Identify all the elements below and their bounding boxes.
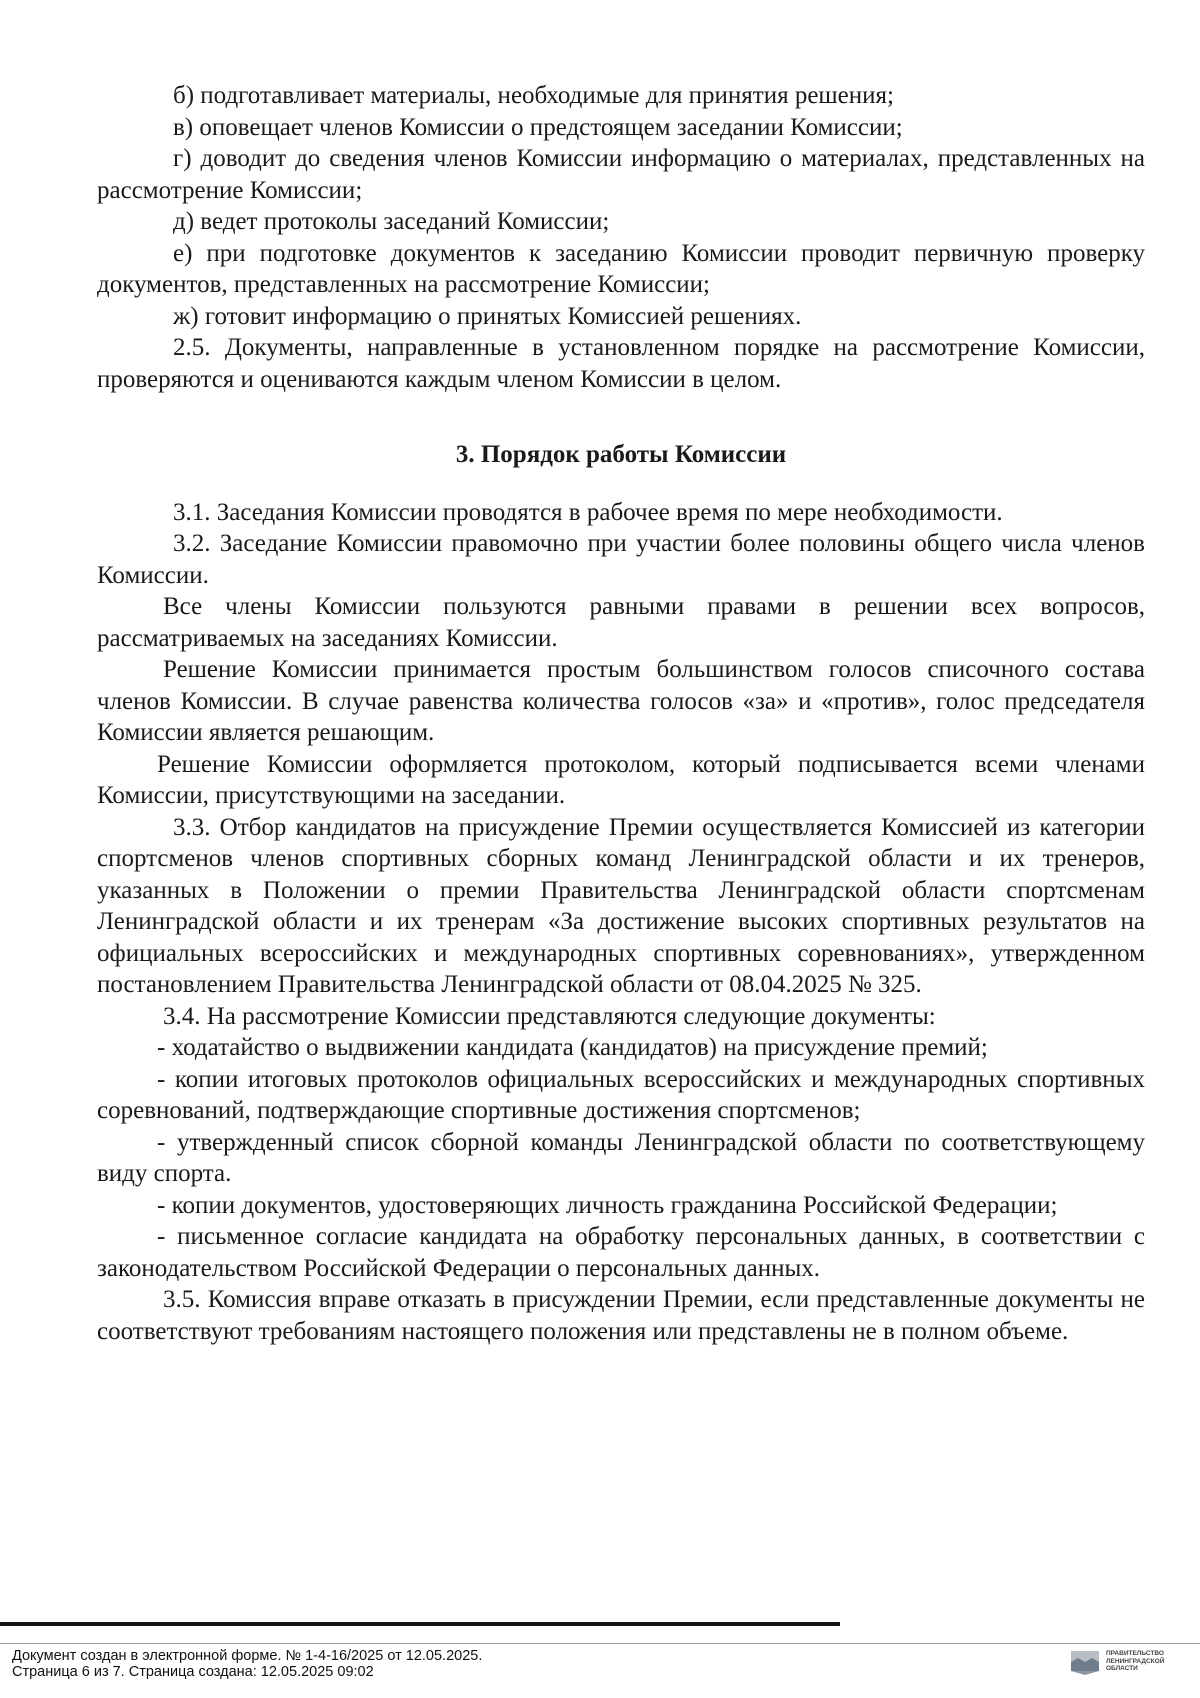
section-heading: 3. Порядок работы Комиссии bbox=[455, 441, 787, 468]
footer-line-page: Страница 6 из 7. Страница создана: 12.05.2025 09:02 bbox=[12, 1664, 374, 1680]
paragraph-3-5: 3.5. Комиссия вправе отказать в присуждении Премии, если представленные документы не соответствуют требованиям настоящего положения или представлены не в полном объеме. bbox=[97, 1286, 1145, 1345]
paragraph-2-5: 2.5. Документы, направленные в установленном порядке на рассмотрение Комиссии, проверяются и оцениваются каждым членом Комиссии в целом. bbox=[97, 334, 1145, 393]
doc-item-petition: - ходатайство о выдвижении кандидата (кандидатов) на присуждение премий; bbox=[157, 1034, 988, 1061]
item-g: г) доводит до сведения членов Комиссии информацию о материалах, представленных на рассмотрение Комиссии; bbox=[97, 145, 1145, 204]
doc-item-team-list: - утвержденный список сборной команды Ленинградской области по соответствующему виду спорта. bbox=[97, 1128, 1145, 1187]
paragraph-3-4: 3.4. На рассмотрение Комиссии представляются следующие документы: bbox=[163, 1002, 936, 1030]
paragraph-3-1: 3.1. Заседания Комиссии проводятся в рабочее время по мере необходимости. bbox=[173, 498, 1003, 526]
footer-stamp bbox=[12, 1648, 912, 1680]
logo-caption: ПРАВИТЕЛЬСТВО ЛЕНИНГРАДСКОЙ ОБЛАСТИ bbox=[1106, 1650, 1165, 1672]
coat-of-arms-icon bbox=[1070, 1650, 1100, 1681]
item-zh: ж) готовит информацию о принятых Комиссией решениях. bbox=[173, 302, 802, 330]
paragraph-equal-rights: Все члены Комиссии пользуются равными правами в решении всех вопросов, рассматриваемых на заседаниях Комиссии. bbox=[97, 593, 1145, 652]
footer-divider bbox=[0, 1643, 1200, 1644]
document-page bbox=[97, 80, 1145, 1347]
footer-line-document: Документ создан в электронной форме. № 1-4-16/2025 от 12.05.2025. bbox=[12, 1648, 483, 1664]
paragraph-protocol: Решение Комиссии оформляется протоколом, который подписывается всеми членами Комиссии, присутствующими на заседании. bbox=[97, 750, 1145, 809]
government-logo bbox=[1070, 1650, 1190, 1684]
item-v: в) оповещает членов Комиссии о предстоящем заседании Комиссии; bbox=[173, 113, 903, 141]
item-e: е) при подготовке документов к заседанию Комиссии проводит первичную проверку документов, представленных на рассмотрение Комиссии; bbox=[97, 239, 1145, 298]
doc-item-consent: - письменное согласие кандидата на обработку персональных данных, в соответствии с законодательством Российской Федерации о персональных данных. bbox=[97, 1223, 1145, 1282]
doc-item-protocols: - копии итоговых протоколов официальных всероссийских и международных спортивных соревнований, подтверждающие спортивные достижения спортсменов; bbox=[97, 1065, 1145, 1124]
scan-artifact-line bbox=[0, 1622, 840, 1626]
paragraph-3-3: 3.3. Отбор кандидатов на присуждение Премии осуществляется Комиссией из категории спортсменов членов спортивных сборных команд Ленинградской области и их тренеров, указанных в Положении о премии Правительства Ленинградской области спортсменам Ленинградской области и их тренерам «За достижение высоких спортивных результатов на официальных всероссийских и международных спортивных соревнованиях», утвержденном постановлением Правительства Ленинградской области от 08.04.2025 № 325. bbox=[97, 813, 1145, 998]
item-d: д) ведет протоколы заседаний Комиссии; bbox=[173, 208, 610, 235]
paragraph-3-2: 3.2. Заседание Комиссии правомочно при участии более половины общего числа членов Комиссии. bbox=[97, 530, 1145, 589]
item-b: б) подготавливает материалы, необходимые для принятия решения; bbox=[173, 82, 894, 109]
paragraph-decision: Решение Комиссии принимается простым большинством голосов списочного состава членов Комиссии. В случае равенства количества голосов «за» и «против», голос председателя Комиссии является решающим. bbox=[97, 656, 1145, 746]
doc-item-identity: - копии документов, удостоверяющих личность гражданина Российской Федерации; bbox=[157, 1191, 1058, 1219]
